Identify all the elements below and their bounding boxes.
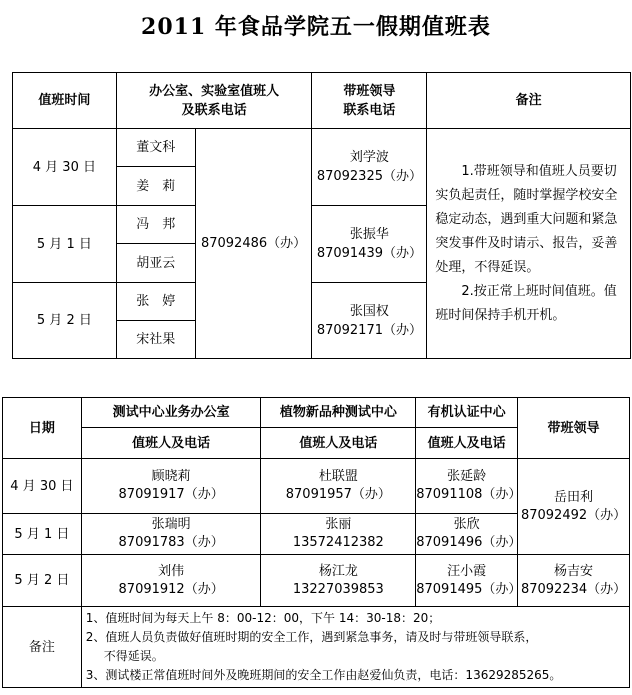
leader-name: 杨吉安 (554, 563, 594, 579)
leader-name: 刘学波 (349, 150, 389, 165)
duty-person: 张 婷 (116, 283, 195, 321)
header-remarks: 备注 (427, 73, 631, 129)
date-cell: 4 月 30 日 (3, 459, 82, 514)
duty-phone: 13572412382 (292, 535, 384, 550)
duty-name: 杨江龙 (318, 563, 358, 579)
header-date: 日期 (3, 398, 82, 459)
duty-name: 汪小霞 (447, 563, 487, 579)
duty-cell (261, 459, 416, 514)
remark-item: 2、值班人员负责做好值班时期的安全工作，遇到紧急事务，请及时与带班领导联系， (85, 630, 538, 644)
header-center2: 植物新品种测试中心 (261, 398, 416, 428)
duty-person: 宋社果 (116, 321, 195, 359)
header-leader-line1: 带班领导 (343, 83, 396, 99)
duty-name: 顾晓莉 (151, 469, 191, 484)
header-center3: 有机认证中心 (416, 398, 518, 428)
office-phone: 87092486（办） (195, 129, 312, 359)
remark-item: 1、值班时间为每天上午 8：00-12：00，下午 14：30-18：20； (85, 611, 441, 625)
duty-person: 姜 莉 (116, 167, 195, 206)
duty-phone: 87091912（办） (118, 581, 224, 597)
duty-cell (416, 514, 522, 555)
leader-cell (518, 459, 630, 555)
leader-cell (518, 555, 630, 607)
leader-phone: 87092171（办） (316, 322, 422, 338)
header-duty: 值班人及电话 (416, 428, 518, 459)
remark-item: 2.按正常上班时间值班。值班时间保持手机开机。 (435, 283, 617, 323)
duty-phone: 87091783（办） (118, 535, 224, 550)
duty-person: 冯 邦 (116, 206, 195, 244)
date-cell: 5 月 2 日 (3, 555, 82, 607)
duty-name: 刘伟 (158, 563, 185, 579)
duty-name: 张瑞明 (151, 517, 191, 532)
header-leader (312, 73, 427, 129)
duty-name: 杜联盟 (318, 469, 358, 484)
header-duty: 值班人及电话 (261, 428, 416, 459)
duty-cell (81, 555, 261, 607)
duty-cell (261, 514, 416, 555)
leader-phone: 87092492（办） (520, 507, 627, 523)
date-cell: 5 月 1 日 (13, 206, 117, 283)
office-duty-table (12, 72, 631, 359)
duty-phone: 87091495（办） (416, 581, 522, 597)
leader-name: 张国权 (349, 303, 389, 319)
header-duty: 值班人及电话 (81, 428, 261, 459)
header-center1: 测试中心业务办公室 (81, 398, 261, 428)
header-office-duty (116, 73, 312, 129)
duty-name: 张欣 (453, 517, 480, 532)
duty-cell (416, 459, 522, 514)
date-cell: 5 月 1 日 (3, 514, 82, 555)
leader-phone: 87092325（办） (316, 169, 422, 184)
leader-cell (312, 206, 427, 283)
header-office-line2: 及联系电话 (181, 102, 247, 118)
duty-phone: 87091957（办） (285, 487, 391, 502)
header-leader: 带班领导 (518, 398, 630, 459)
leader-cell (312, 283, 427, 359)
duty-person: 董文科 (116, 129, 195, 167)
duty-name: 张延龄 (447, 469, 487, 484)
duty-cell (261, 555, 416, 607)
duty-name: 张丽 (325, 517, 352, 532)
duty-cell (416, 555, 522, 607)
duty-cell (81, 514, 261, 555)
leader-name: 岳田利 (554, 489, 594, 505)
header-duty-time: 值班时间 (13, 73, 117, 129)
header-office-line1: 办公室、实验室值班人 (149, 83, 280, 99)
duty-phone: 87091108（办） (416, 487, 522, 502)
leader-phone: 87092234（办） (520, 581, 627, 597)
leader-phone: 87091439（办） (316, 246, 422, 261)
leader-name: 张振华 (349, 227, 389, 242)
remarks-cell (427, 129, 631, 359)
remark-item: 3、测试楼正常值班时间外及晚班期间的安全工作由赵爱仙负责，电话：13629285265。 (85, 668, 562, 682)
remarks-cell (81, 607, 629, 688)
page-title: 2011 年食品学院五一假期值班表 (141, 14, 491, 40)
leader-cell (312, 129, 427, 206)
duty-cell (81, 459, 261, 514)
remark-item: 1.带班领导和值班人员要切实负起责任，随时掌握学校安全稳定动态，遇到重大问题和紧急突发事件及时请示、报告，妥善处理，不得延误。 (435, 163, 618, 275)
remarks-label: 备注 (3, 607, 82, 688)
duty-phone: 13227039853 (292, 581, 384, 597)
testing-center-duty-table (2, 397, 630, 688)
remark-item-continuation: 不得延误。 (103, 649, 164, 663)
duty-phone: 87091496（办） (416, 535, 522, 550)
duty-phone: 87091917（办） (118, 487, 224, 502)
duty-person: 胡亚云 (116, 244, 195, 283)
date-cell: 4 月 30 日 (13, 129, 117, 206)
date-cell: 5 月 2 日 (13, 283, 117, 359)
header-leader-line2: 联系电话 (343, 102, 396, 118)
